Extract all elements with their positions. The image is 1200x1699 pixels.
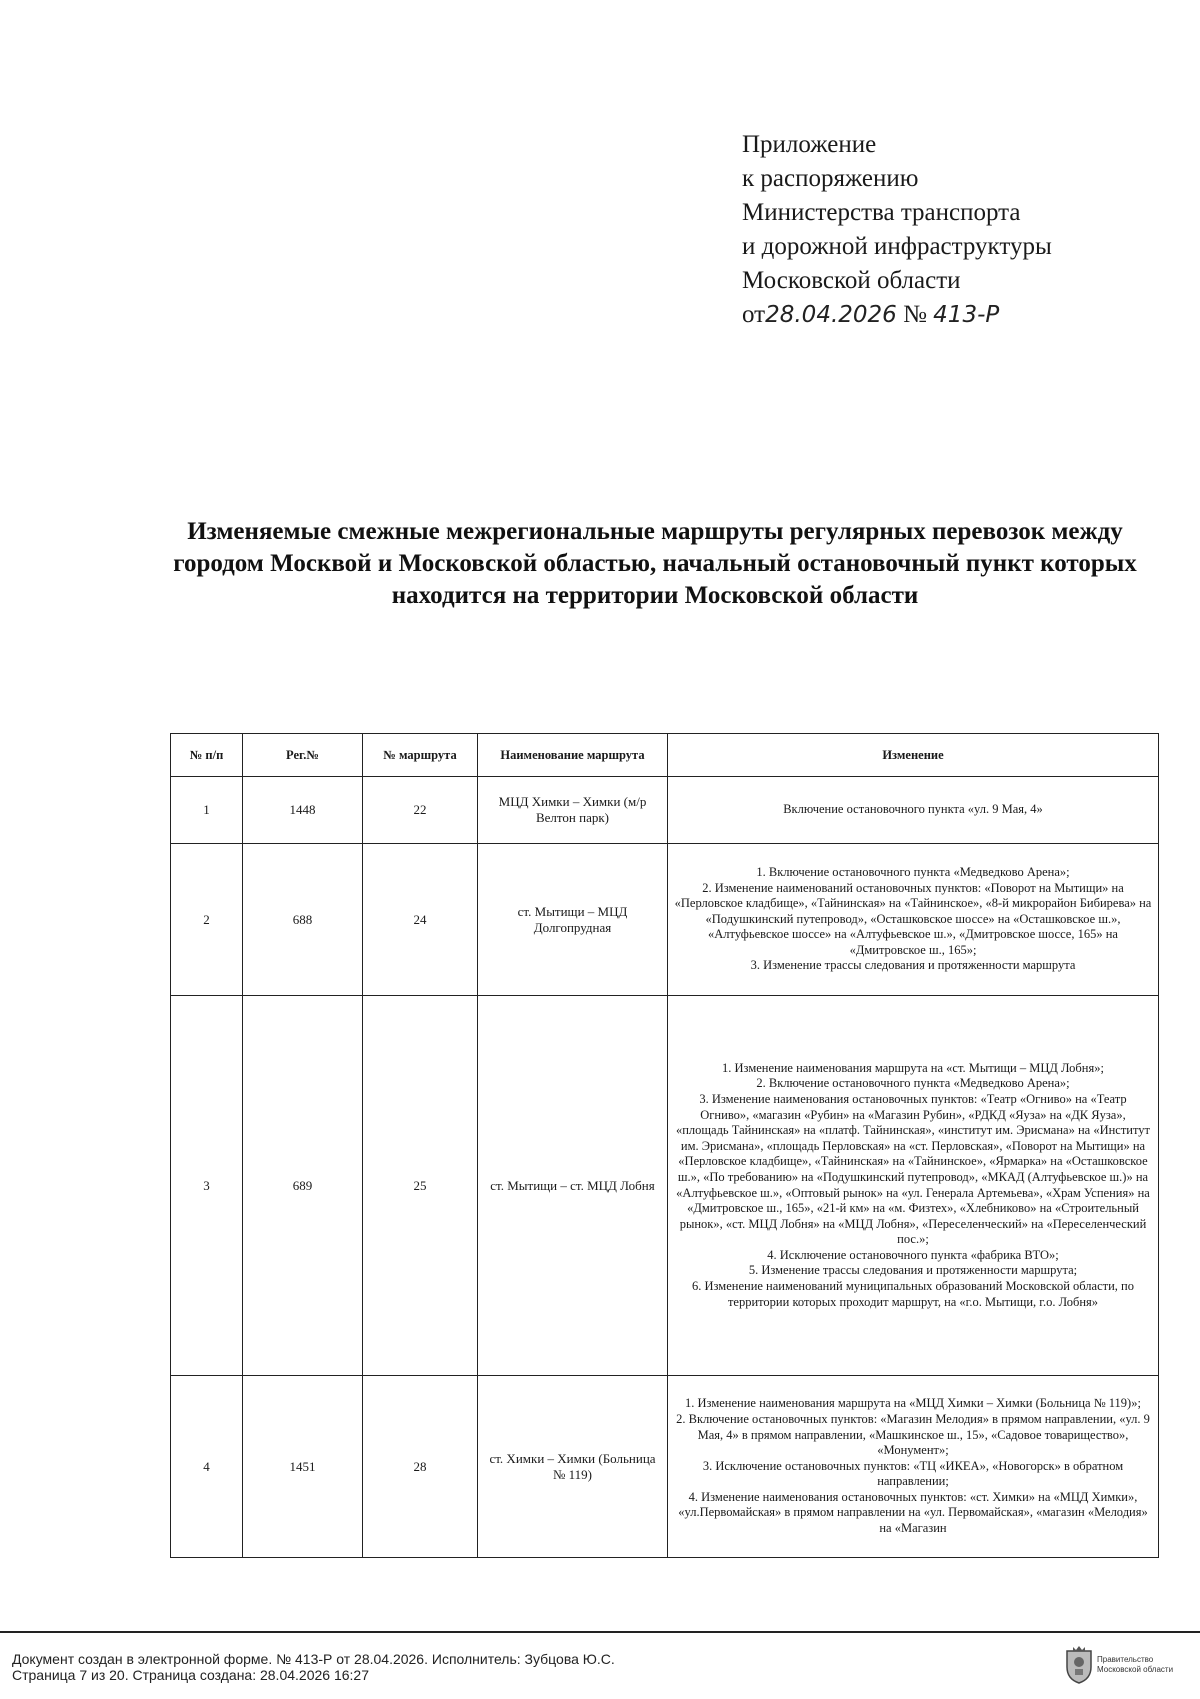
table-row [171, 1376, 1159, 1558]
footer-divider [0, 1631, 1200, 1633]
header-reg: Рег.№ [243, 734, 363, 777]
coat-of-arms-icon [1064, 1645, 1094, 1685]
cell-name: ст. Мытищи – МЦД Долгопрудная [478, 844, 668, 996]
handwritten-date: 28.04.2026 [765, 302, 897, 328]
cell-route: 22 [363, 777, 478, 844]
cell-index: 2 [171, 844, 243, 996]
appendix-header [742, 128, 1162, 332]
cell-reg: 1448 [243, 777, 363, 844]
cell-index: 4 [171, 1376, 243, 1558]
change-item: 6. Изменение наименований муниципальных образований Московской области, по территории которых проходит маршрут, на «г.о. Мытищи, г.о. Лобня» [692, 1279, 1134, 1309]
table-header-row [171, 734, 1159, 777]
cell-route: 25 [363, 996, 478, 1376]
change-item: 5. Изменение трассы следования и протяженности маршрута; [748, 1263, 1078, 1278]
logo-caption [1097, 1655, 1197, 1675]
appendix-date-line [742, 298, 1162, 332]
cell-name: ст. Химки – Химки (Больница № 119) [478, 1376, 668, 1558]
change-item: 1. Включение остановочного пункта «Медведково Арена»; [756, 864, 1070, 879]
cell-name: ст. Мытищи – ст. МЦД Лобня [478, 996, 668, 1376]
appendix-line: Министерства транспорта [742, 199, 1021, 226]
routes-table [170, 733, 1159, 1558]
handwritten-number: 413-Р [933, 302, 1000, 328]
appendix-line: Московской области [742, 267, 961, 294]
change-item: 2. Включение остановочных пунктов: «Магазин Мелодия» в прямом направлении, «ул. 9 Мая, 4» в прямом направлении, «Машкинское ш., 15», «Садовое товарищество», «Монумент»; [676, 1411, 1150, 1458]
logo-line: Московской области [1097, 1665, 1174, 1674]
change-item: 1. Изменение наименования маршрута на «ст. Мытищи – МЦД Лобня»; [722, 1060, 1104, 1075]
number-sign: № [903, 301, 927, 328]
logo-line: Правительство [1097, 1655, 1154, 1664]
table-row [171, 844, 1159, 996]
change-item: 3. Исключение остановочных пунктов: «ТЦ «ИКЕА», «Новогорск» в обратном направлении; [702, 1458, 1124, 1489]
cell-change [668, 777, 1159, 844]
header-index: № п/п [171, 734, 243, 777]
appendix-line: Приложение [742, 131, 877, 158]
footer-info [12, 1651, 912, 1683]
change-item: Включение остановочного пункта «ул. 9 Мая, 4» [783, 802, 1043, 817]
table-row [171, 777, 1159, 844]
table-row [171, 996, 1159, 1376]
cell-route: 28 [363, 1376, 478, 1558]
change-list [674, 1396, 1152, 1536]
change-item: 4. Изменение наименования остановочных пунктов: «ст. Химки» на «МЦД Химки», «ул.Первомайская» в прямом направлении на «ул. Первомайская», «магазин «Мелодия» на «Магазин [678, 1489, 1148, 1536]
cell-reg: 688 [243, 844, 363, 996]
cell-index: 3 [171, 996, 243, 1376]
cell-reg: 689 [243, 996, 363, 1376]
cell-reg: 1451 [243, 1376, 363, 1558]
footer-line: Страница 7 из 20. Страница создана: 28.04.2026 16:27 [12, 1667, 369, 1683]
change-item: 3. Изменение трассы следования и протяженности маршрута [750, 958, 1076, 973]
change-item: 4. Исключение остановочного пункта «фабрика ВТО»; [767, 1247, 1059, 1262]
header-route: № маршрута [363, 734, 478, 777]
from-prefix: от [742, 301, 766, 328]
header-name: Наименование маршрута [478, 734, 668, 777]
cell-route: 24 [363, 844, 478, 996]
change-item: 2. Включение остановочного пункта «Медведково Арена»; [756, 1076, 1070, 1091]
cell-name: МЦД Химки – Химки (м/р Велтон парк) [478, 777, 668, 844]
change-item: 3. Изменение наименования остановочных пунктов: «Театр «Огниво» на «Театр Огниво», «магазин «Рубин» на «Магазин Рубин», «РДКД «Яуза» на «ДК Яуза», «площадь Тайнинская» на «платф. Тайнинская», «институт им. Эрисмана» на «Институт им. Эрисмана», «площадь Перловская» на «ст. Перловская», «Поворот на Мытищи» на «Перловское кладбище», «Тайнинская» на «Тайнинское», «Ярмарка» на «Осташковское ш.», «По требованию» на «Подушкинский путепровод», «МКАД (Алтуфьевское ш.)» на «Алтуфьевское ш.», «Оптовый рынок» на «ул. Генерала Артемьева», «Храм Успения» на «Дмитровское ш., 165», «21-й км» на «м. Физтех», «Хлебниково» на «Строительный рынок», «ст. МЦД Лобня» на «МЦД Лобня», «Переселенческий» на «Переселенческий пос.»; [675, 1091, 1151, 1247]
change-item: 2. Изменение наименований остановочных пунктов: «Поворот на Мытищи» на «Перловское кладбище», «Тайнинская» на «Тайнинское», «8-й микрорайон Бибирева» на «Подушкинский путепровод», «Осташковское шоссе» на «Осташковское ш.», «Алтуфьевское шоссе» на «Алтуфьевское ш.», «Дмитровское шоссе, 165» на «Дмитровское ш., 165»; [674, 880, 1152, 957]
change-item: 1. Изменение наименования маршрута на «МЦД Химки – Химки (Больница № 119)»; [685, 1396, 1141, 1411]
appendix-line: и дорожной инфраструктуры [742, 233, 1052, 260]
document-title: Изменяемые смежные межрегиональные маршруты регулярных перевозок между городом Москвой и Московской областью, начальный остановочный пункт которых находится на территории Московской области [173, 518, 1137, 609]
appendix-line: к распоряжению [742, 165, 919, 192]
cell-index: 1 [171, 777, 243, 844]
footer-line: Документ создан в электронной форме. № 413-Р от 28.04.2026. Исполнитель: Зубцова Ю.С. [12, 1651, 615, 1667]
cell-change [668, 996, 1159, 1376]
header-change: Изменение [668, 734, 1159, 777]
cell-change [668, 844, 1159, 996]
cell-change [668, 1376, 1159, 1558]
